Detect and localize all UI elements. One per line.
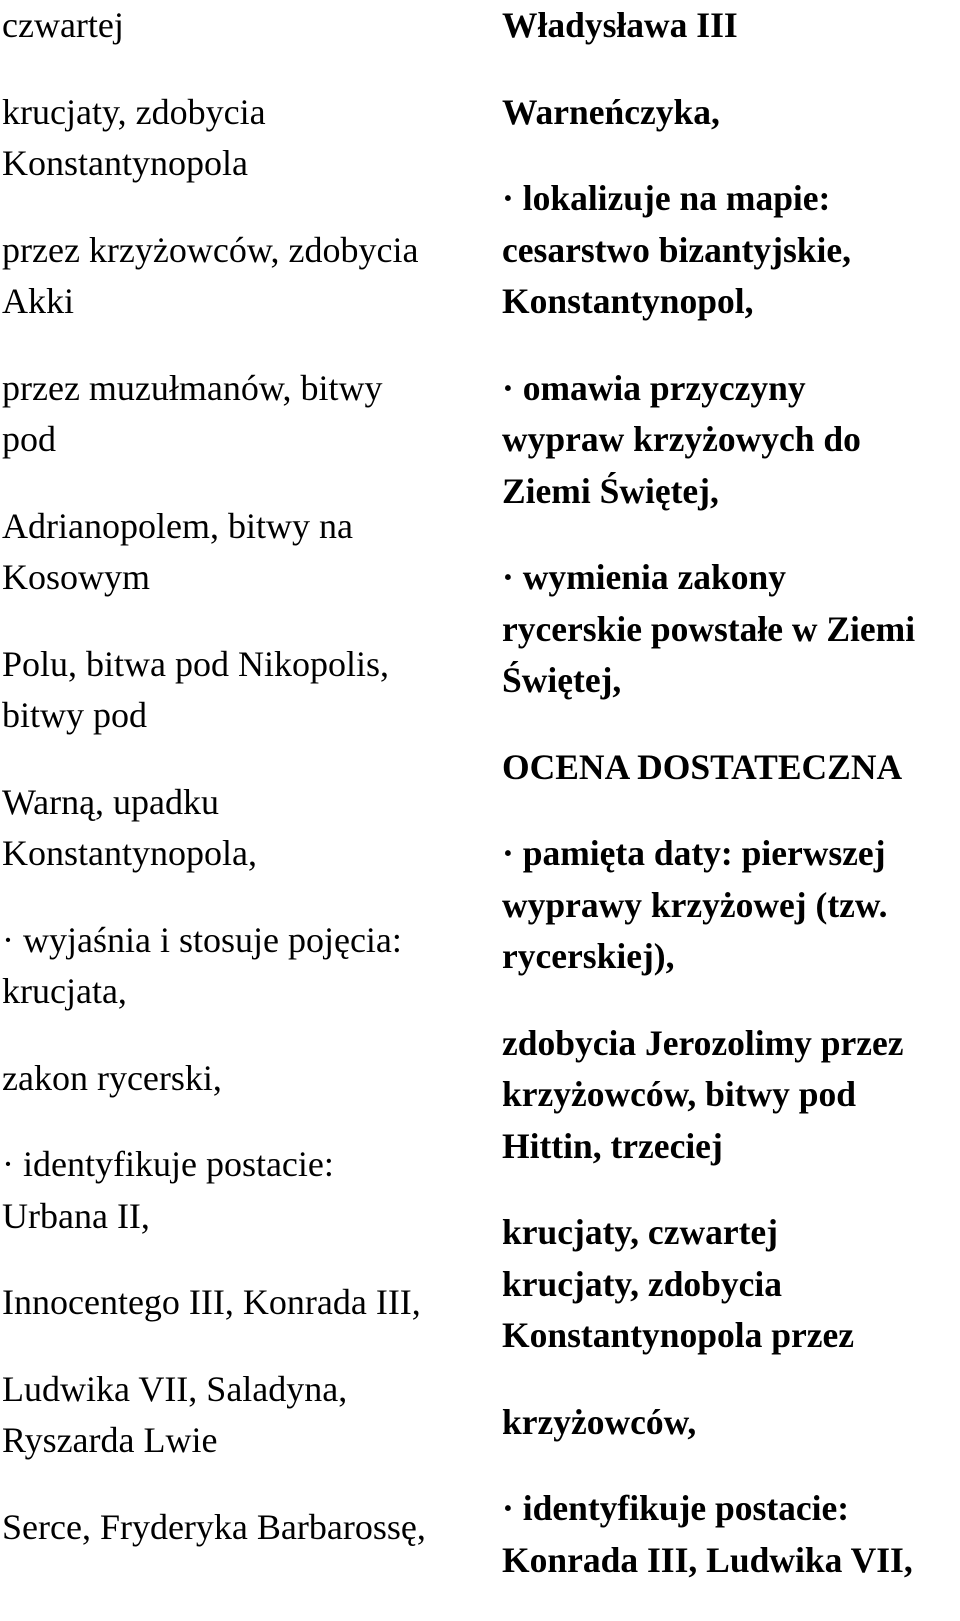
text-line: · pamięta daty: pierwszej <box>502 833 886 873</box>
paragraph <box>2 777 482 880</box>
paragraph <box>2 363 482 466</box>
paragraph <box>502 363 960 518</box>
text-line: Konrada III, Ludwika VII, <box>502 1539 913 1580</box>
text-line: cesarstwo bizantyjskie, <box>502 229 852 270</box>
text-line: krzyżowców, <box>502 1401 697 1442</box>
paragraph <box>502 742 960 794</box>
text-line: zakon rycerski, <box>2 1057 222 1098</box>
paragraph <box>502 173 960 328</box>
text-line: krucjaty, czwartej <box>502 1212 778 1252</box>
text-line: zdobycia Jerozolimy przez <box>502 1022 904 1063</box>
text-line: Władysława III <box>502 5 738 45</box>
text-line: pod <box>2 419 56 459</box>
left-column <box>2 0 482 1588</box>
text-line: przez krzyżowców, zdobycia <box>2 229 419 270</box>
text-line: rycerskiej), <box>502 936 675 976</box>
paragraph <box>2 1502 482 1554</box>
paragraph <box>502 828 960 983</box>
text-line: · lokalizuje na mapie: <box>502 178 831 218</box>
paragraph <box>2 87 482 190</box>
text-line: · identyfikuje postacie: <box>2 1144 334 1184</box>
paragraph <box>2 0 482 52</box>
paragraph <box>502 0 960 52</box>
text-line: Akki <box>2 281 74 321</box>
text-line: krucjaty, zdobycia <box>502 1263 783 1304</box>
text-line: rycerskie powstałe w Ziemi <box>502 608 916 649</box>
text-line: wyprawy krzyżowej (tzw. <box>502 884 888 925</box>
paragraph <box>2 1364 482 1467</box>
text-line: Konstantynopola <box>2 143 248 183</box>
right-column <box>502 0 960 1621</box>
text-line: Ludwika VII, Saladyna, <box>2 1368 348 1409</box>
text-line: Warneńczyka, <box>502 91 720 132</box>
paragraph <box>502 552 960 707</box>
text-line: Ryszarda Lwie <box>2 1420 218 1460</box>
text-line: Adrianopolem, bitwy na <box>2 505 353 546</box>
text-line: Warną, upadku <box>2 781 220 822</box>
paragraph <box>2 1277 482 1329</box>
paragraph <box>502 1483 960 1586</box>
paragraph <box>502 1207 960 1362</box>
paragraph <box>2 1053 482 1105</box>
paragraph <box>2 225 482 328</box>
text-line: Hittin, trzeciej <box>502 1125 723 1166</box>
text-line: krucjaty, zdobycia <box>2 91 266 132</box>
text-line: przez muzułmanów, bitwy <box>2 367 383 408</box>
text-line: Konstantynopola przez <box>502 1315 855 1355</box>
text-line: · wymienia zakony <box>502 557 787 597</box>
text-line: Konstantynopola, <box>2 833 257 873</box>
paragraph <box>2 915 482 1018</box>
paragraph <box>2 639 482 742</box>
text-line: Kosowym <box>2 557 151 597</box>
text-line: · identyfikuje postacie: <box>502 1488 850 1528</box>
text-line: krzyżowców, bitwy pod <box>502 1074 857 1114</box>
text-line: Polu, bitwa pod Nikopolis, <box>2 643 390 684</box>
paragraph <box>2 1139 482 1242</box>
text-line: Urbana II, <box>2 1195 150 1236</box>
text-line: Konstantynopol, <box>502 281 754 321</box>
text-line: · wyjaśnia i stosuje pojęcia: <box>2 919 402 960</box>
text-line: · omawia przyczyny <box>502 367 806 408</box>
text-line: bitwy pod <box>2 695 148 735</box>
paragraph <box>502 87 960 139</box>
paragraph <box>502 1397 960 1449</box>
text-line: OCENA DOSTATECZNA <box>502 746 903 787</box>
text-line: Świętej, <box>502 660 622 700</box>
paragraph <box>2 501 482 604</box>
text-line: czwartej <box>2 5 124 45</box>
text-line: wypraw krzyżowych do <box>502 419 861 459</box>
text-line: Serce, Fryderyka Barbarossę, <box>2 1506 426 1547</box>
paragraph <box>502 1018 960 1173</box>
text-line: Innocentego III, Konrada III, <box>2 1282 421 1322</box>
text-line: Ziemi Świętej, <box>502 470 719 511</box>
text-line: krucjata, <box>2 971 127 1011</box>
